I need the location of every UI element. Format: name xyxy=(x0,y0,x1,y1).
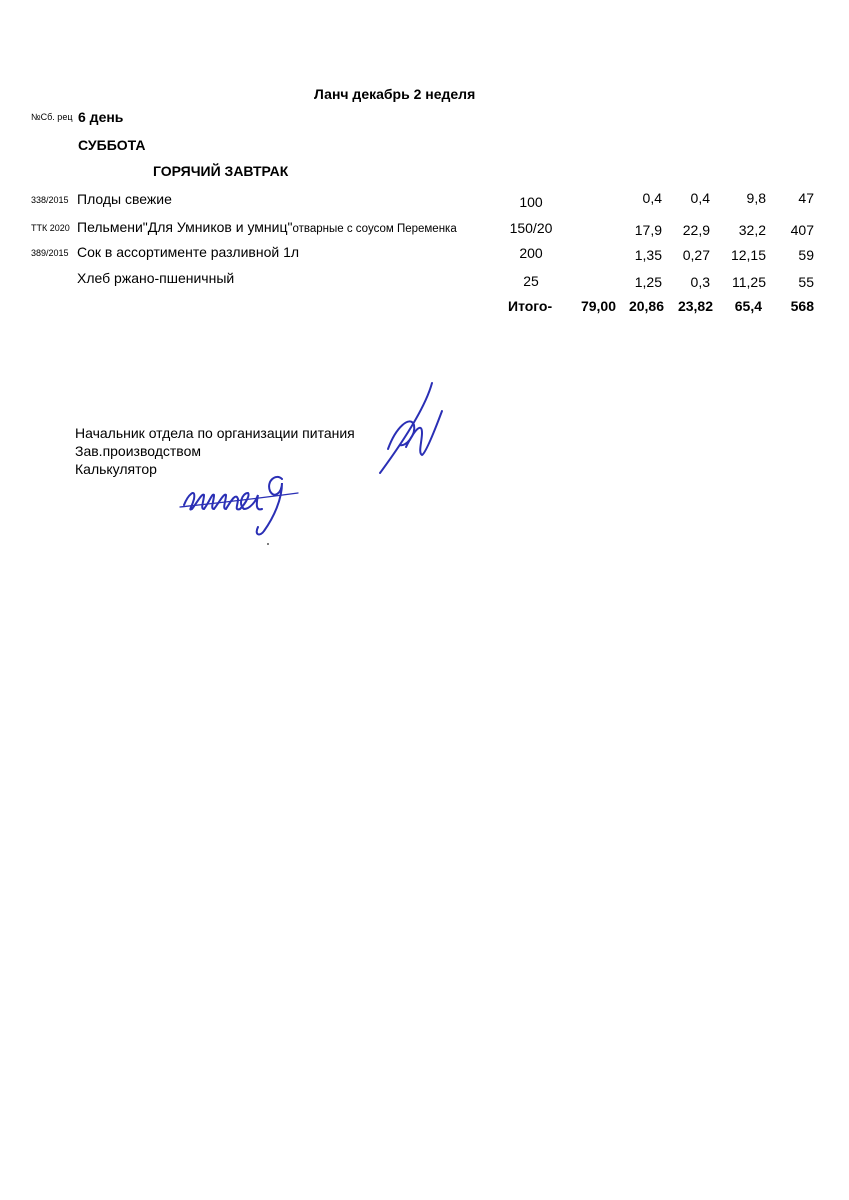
dish-name: Сок в ассортименте разливной 1л xyxy=(77,244,300,260)
dish-carbs: 9,8 xyxy=(746,190,766,206)
total-label: Итого- xyxy=(508,298,553,314)
total-row xyxy=(0,298,849,320)
dish-kcal: 47 xyxy=(798,190,814,206)
staff-calculator: Калькулятор xyxy=(75,461,157,477)
signature-calculator xyxy=(178,465,303,540)
dish-fat: 0,4 xyxy=(690,190,710,206)
dish-kcal: 55 xyxy=(798,274,814,290)
dish-fat: 0,27 xyxy=(682,247,710,263)
dish-yield: 100 xyxy=(519,194,543,210)
dish-carbs: 32,2 xyxy=(738,222,766,238)
total-fat: 23,82 xyxy=(677,298,713,314)
dish-carbs: 12,15 xyxy=(730,247,766,263)
signature-head xyxy=(370,375,460,480)
staff-head-of-catering: Начальник отдела по организации питания xyxy=(75,425,355,441)
dish-yield: 200 xyxy=(519,245,543,261)
staff-production-manager: Зав.производством xyxy=(75,443,201,459)
dish-name xyxy=(77,219,457,235)
dish-fat: 22,9 xyxy=(682,222,710,238)
dish-name-detail: отварные с соусом Переменка xyxy=(292,223,457,235)
day-label: 6 день xyxy=(78,109,124,125)
dish-kcal: 407 xyxy=(790,222,814,238)
dish-name: Плоды свежие xyxy=(77,191,172,207)
dish-carbs: 11,25 xyxy=(732,274,766,290)
recipe-number-label: №Сб. рец xyxy=(31,112,73,122)
dish-protein: 0,4 xyxy=(642,190,662,206)
dish-fat: 0,3 xyxy=(690,274,710,290)
dish-kcal: 59 xyxy=(798,247,814,263)
weekday-heading: СУББОТА xyxy=(78,137,146,153)
table-row xyxy=(0,190,849,214)
total-kcal: 568 xyxy=(790,298,814,314)
dish-yield: 150/20 xyxy=(509,220,553,236)
stray-dot xyxy=(267,543,269,545)
recipe-code: 338/2015 xyxy=(31,195,69,205)
table-row xyxy=(0,244,849,268)
recipe-code: 389/2015 xyxy=(31,248,69,258)
total-carbs: 65,4 xyxy=(734,298,762,314)
dish-name-main: Пельмени"Для Умников и умниц" xyxy=(77,219,293,235)
total-price: 79,00 xyxy=(580,298,616,314)
dish-name: Хлеб ржано-пшеничный xyxy=(77,270,235,286)
recipe-code: ТТК 2020 xyxy=(31,223,70,233)
table-row xyxy=(0,270,849,294)
dish-yield: 25 xyxy=(523,273,539,289)
total-protein: 20,86 xyxy=(628,298,664,314)
document-title: Ланч декабрь 2 неделя xyxy=(314,86,476,102)
dish-protein: 1,35 xyxy=(634,247,662,263)
meal-section-heading: ГОРЯЧИЙ ЗАВТРАК xyxy=(153,163,289,179)
dish-protein: 17,9 xyxy=(634,222,662,238)
dish-protein: 1,25 xyxy=(634,274,662,290)
table-row xyxy=(0,218,849,242)
